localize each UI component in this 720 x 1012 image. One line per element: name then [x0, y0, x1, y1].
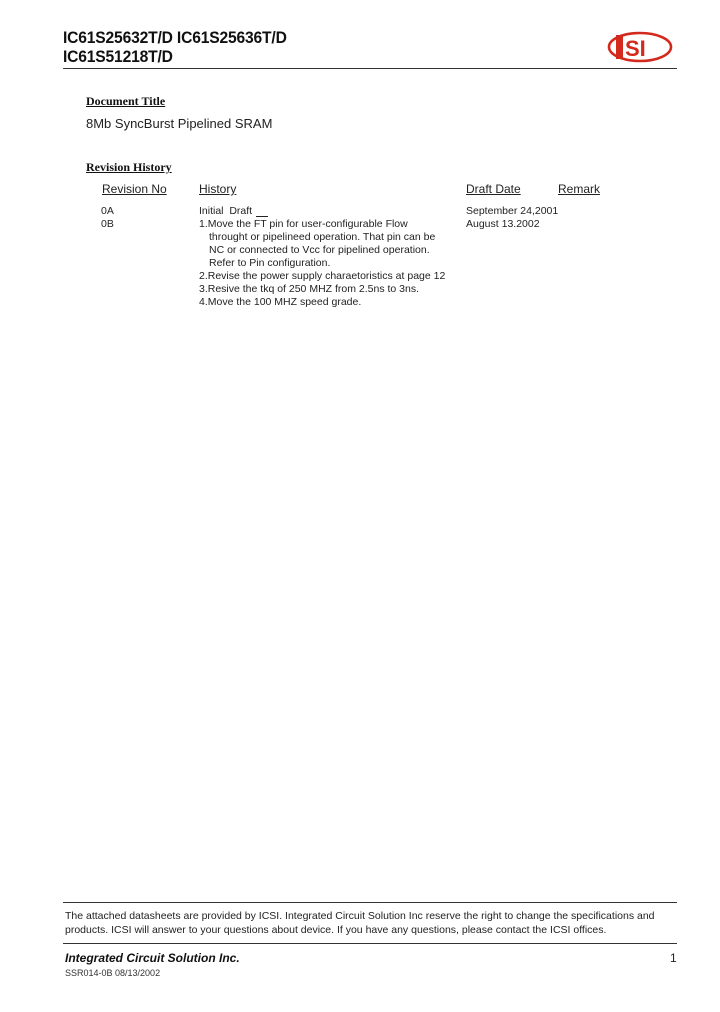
- revision-cell: 0B: [101, 218, 114, 230]
- header-title-line1: IC61S25632T/D IC61S25636T/D: [63, 28, 287, 47]
- history-line: Initial Draft: [199, 205, 253, 217]
- footer-top-rule: [63, 902, 677, 903]
- history-line: 2.Revise the power supply charaetoristics at page 12: [199, 270, 446, 282]
- footer-bottom-rule: [63, 943, 677, 944]
- footer-notice-line2: products. ICSI will answer to your questions about device. If you have any questions, please contact the ICSI offices.: [65, 924, 607, 936]
- column-header-revision-no: Revision No: [102, 182, 167, 196]
- header-title-line2: IC61S51218T/D: [63, 47, 173, 66]
- column-header-remark: Remark: [558, 182, 601, 196]
- icsi-logo: [603, 30, 679, 64]
- revision-cell: 0A: [101, 205, 114, 217]
- page-number: 1: [670, 951, 677, 965]
- blank-underline: [256, 216, 268, 217]
- header-rule: [63, 68, 677, 69]
- footer-company-name: Integrated Circuit Solution Inc.: [65, 951, 240, 965]
- document-title-text: 8Mb SyncBurst Pipelined SRAM: [86, 116, 273, 131]
- history-line: 4.Move the 100 MHZ speed grade.: [199, 296, 362, 308]
- history-line: 3.Resive the tkq of 250 MHZ from 2.5ns to 3ns.: [199, 283, 420, 295]
- revision-history-heading: Revision History: [86, 160, 172, 174]
- history-line: NC or connected to Vcc for pipelined operation.: [209, 244, 430, 256]
- logo-text: SI: [625, 36, 646, 61]
- footer-doc-code: SSR014-0B 08/13/2002: [65, 968, 161, 978]
- icsi-logo-icon: [603, 30, 679, 64]
- column-header-history: History: [199, 182, 237, 196]
- column-header-draft-date: Draft Date: [466, 182, 521, 196]
- history-line: Refer to Pin configuration.: [209, 257, 331, 269]
- history-line: throught or pipelineed operation. That pin can be: [209, 231, 436, 243]
- draft-date-cell: August 13.2002: [466, 218, 540, 230]
- document-title-heading: Document Title: [86, 94, 166, 108]
- draft-date-cell: September 24,2001: [466, 205, 559, 217]
- footer-notice-line1: The attached datasheets are provided by ICSI. Integrated Circuit Solution Inc reserve the right to change the specifications and: [65, 910, 655, 922]
- history-line: 1.Move the FT pin for user-configurable Flow: [199, 218, 408, 230]
